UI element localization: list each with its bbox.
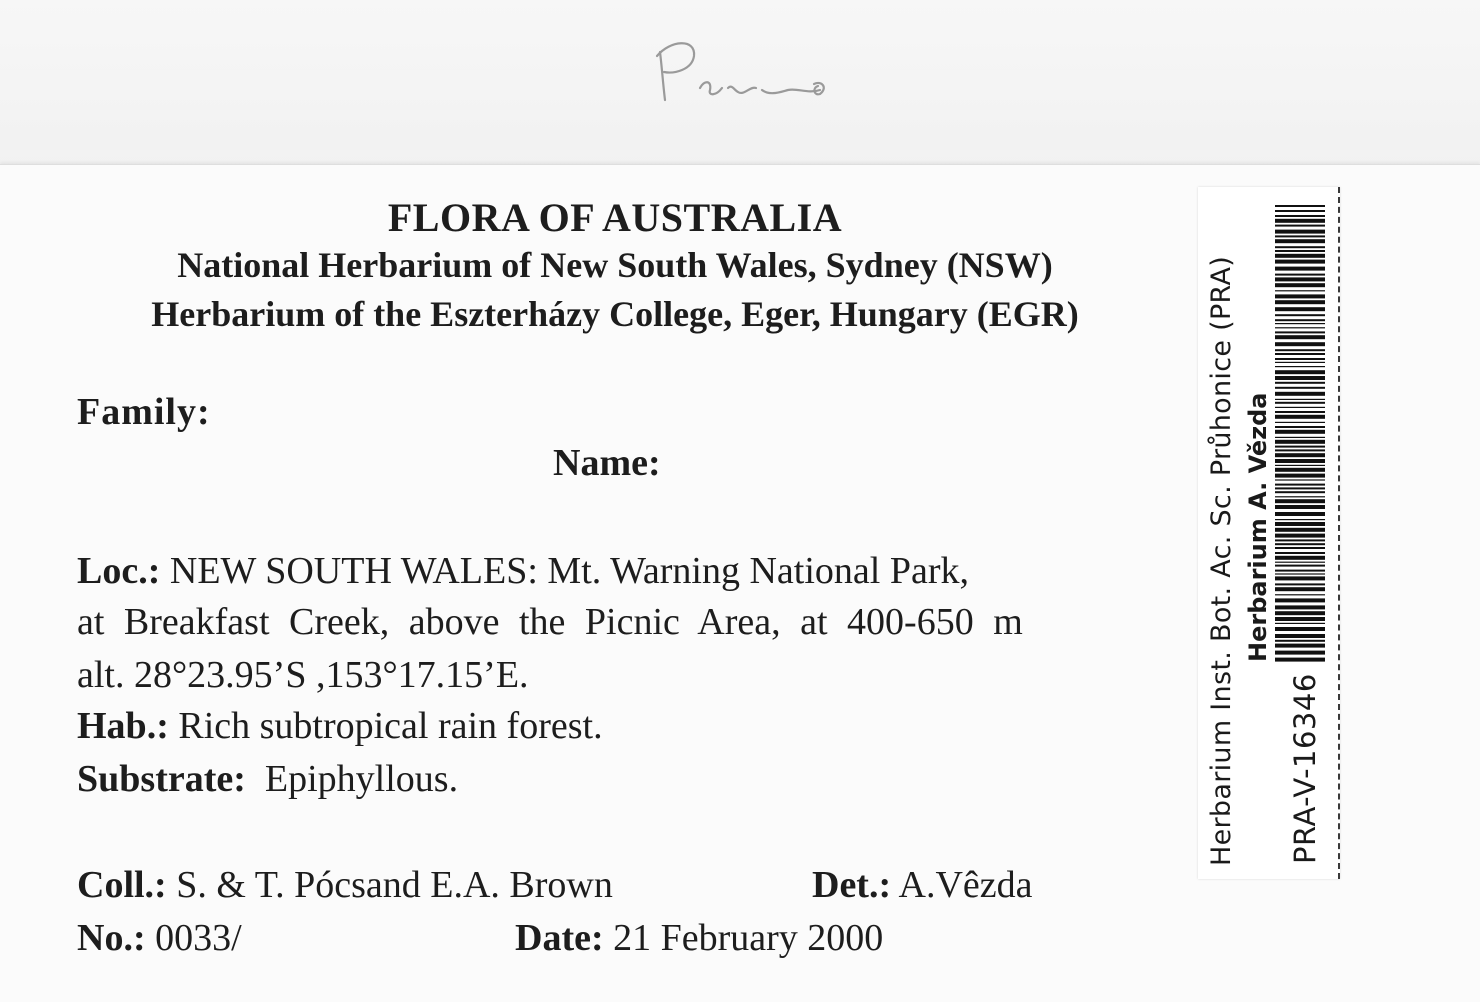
barcode-bar — [1275, 552, 1325, 554]
locality-line-1 — [77, 552, 969, 590]
barcode-bar — [1275, 225, 1325, 227]
number-value: 0033/ — [155, 917, 242, 959]
barcode-bar — [1275, 407, 1325, 408]
barcode-bar — [1275, 392, 1325, 396]
barcode-bar — [1275, 453, 1325, 457]
label-header-title: FLORA OF AUSTRALIA — [387, 195, 843, 240]
label-header-institution-1: National Herbarium of New South Wales, Sydney (NSW) — [177, 245, 1053, 285]
locality-text-1: NEW SOUTH WALES: Mt. Warning National Park, — [169, 550, 969, 592]
barcode-bar — [1275, 528, 1325, 532]
barcode-bar — [1275, 342, 1325, 346]
barcode-bar — [1275, 505, 1325, 509]
barcode-bar — [1275, 499, 1325, 503]
barcode-bar — [1275, 565, 1325, 567]
determiner-line — [812, 866, 1033, 904]
barcode-bar — [1275, 634, 1325, 638]
number-label: No.: — [77, 917, 146, 959]
barcode-bar — [1275, 366, 1325, 367]
barcode-bar — [1275, 611, 1325, 615]
barcode-bar — [1275, 300, 1325, 304]
barcode-bar — [1275, 440, 1325, 444]
habitat-label: Hab.: — [77, 705, 169, 747]
barcode-bar — [1275, 594, 1325, 595]
substrate-line — [77, 760, 458, 798]
barcode-bar — [1275, 658, 1325, 662]
determiner-label: Det.: — [812, 864, 892, 906]
barcode-bar — [1275, 210, 1325, 212]
barcode-bar — [1275, 487, 1325, 489]
barcode-bar — [1275, 215, 1325, 217]
barcode-bar — [1275, 426, 1325, 428]
barcode-bar — [1275, 573, 1325, 574]
collector-line — [77, 866, 613, 904]
barcode-bar — [1275, 239, 1325, 243]
habitat-value: Rich subtropical rain forest. — [178, 705, 603, 747]
barcode-bar — [1275, 358, 1325, 360]
barcode-bar — [1275, 484, 1325, 486]
barcode-bar — [1275, 446, 1325, 448]
barcode-bar — [1275, 290, 1325, 291]
barcode-bar — [1275, 411, 1325, 413]
barcode-bar — [1275, 323, 1325, 324]
barcode-bar — [1275, 640, 1325, 642]
barcode-bar — [1275, 583, 1325, 585]
barcode-bar — [1275, 479, 1325, 480]
barcode-bar — [1275, 562, 1325, 563]
barcode-bar — [1275, 230, 1325, 234]
barcode-bar — [1275, 605, 1325, 609]
barcode-bar — [1275, 587, 1325, 591]
barcode-bar — [1275, 422, 1325, 423]
barcode-bar — [1275, 260, 1325, 264]
barcode-bar — [1275, 246, 1325, 248]
barcode-bar — [1275, 319, 1325, 321]
habitat-line — [77, 707, 603, 745]
barcode-bar — [1275, 644, 1325, 648]
barcode-bar — [1275, 617, 1325, 621]
barcode-bar — [1275, 627, 1325, 631]
barcode-bar — [1275, 235, 1325, 237]
barcode-bar — [1275, 651, 1325, 655]
barcode-bar — [1275, 399, 1325, 400]
barcode-bar — [1275, 547, 1325, 549]
barcode-bar — [1275, 294, 1325, 298]
barcode-bar — [1275, 205, 1325, 207]
barcode-bar — [1275, 274, 1325, 276]
barcode-bar — [1275, 598, 1325, 602]
barcode-bar — [1275, 387, 1325, 389]
barcode-bar — [1275, 437, 1325, 438]
substrate-label: Substrate: — [77, 758, 246, 800]
barcode-bar — [1275, 267, 1325, 271]
barcode-bar — [1275, 623, 1325, 624]
sticker-specimen-id: PRA-V-16346 — [1288, 673, 1322, 864]
date-value: 21 February 2000 — [613, 917, 884, 959]
date-line — [515, 919, 883, 957]
barcode-bar — [1275, 519, 1325, 520]
barcode-bar — [1275, 522, 1325, 526]
barcode-bar — [1275, 314, 1325, 316]
locality-label: Loc.: — [77, 550, 161, 592]
barcode-bar — [1275, 459, 1325, 463]
barcode-bar — [1275, 307, 1325, 311]
collector-label: Coll.: — [77, 864, 167, 906]
number-line — [77, 919, 242, 957]
collector-value: S. & T. Pócsand E.A. Brown — [176, 864, 613, 906]
locality-line-2: at Breakfast Creek, above the Picnic Area, at 400-650 m — [77, 601, 1023, 643]
barcode-bar — [1275, 556, 1325, 560]
barcode-bar — [1275, 539, 1325, 541]
barcode-bar — [1275, 250, 1325, 252]
barcode-bar — [1275, 496, 1325, 497]
barcode-bar — [1275, 415, 1325, 419]
barcode-bar — [1275, 449, 1325, 451]
barcode-bar — [1275, 474, 1325, 478]
barcode-bar — [1275, 327, 1325, 328]
barcode-bar — [1275, 491, 1325, 493]
barcode-bar — [1275, 331, 1325, 333]
barcode-bar — [1275, 219, 1325, 223]
barcode-bar — [1275, 283, 1325, 287]
label-header-institution-2: Herbarium of the Eszterházy College, Eger, Hungary (EGR) — [151, 294, 1079, 334]
date-label: Date: — [515, 917, 604, 959]
barcode-bar — [1275, 402, 1325, 404]
family-label: Family: — [77, 391, 211, 433]
barcode-bar — [1275, 362, 1325, 363]
determiner-value: A.Vêzda — [898, 864, 1033, 906]
barcode-bar — [1275, 353, 1325, 355]
barcode-bar — [1275, 468, 1325, 472]
barcode — [1275, 205, 1325, 665]
locality-line-3: alt. 28°23.95’S ,153°17.15’E. — [77, 654, 529, 696]
barcode-bar — [1275, 382, 1325, 384]
sticker-collection: Herbarium A. Vězda — [1244, 392, 1272, 662]
barcode-bar — [1275, 534, 1325, 538]
barcode-bar — [1275, 576, 1325, 580]
sticker-institution: Herbarium Inst. Bot. Ac. Sc. Průhonice (PRA) — [1206, 255, 1237, 866]
handwritten-annotation — [648, 30, 838, 110]
barcode-bar — [1275, 465, 1325, 466]
barcode-bar — [1275, 512, 1325, 516]
barcode-bar — [1275, 277, 1325, 281]
barcode-bar — [1275, 370, 1325, 374]
barcode-bar — [1275, 335, 1325, 339]
name-label: Name: — [553, 442, 661, 484]
barcode-bar — [1275, 430, 1325, 434]
substrate-value: Epiphyllous. — [264, 758, 459, 800]
barcode-bar — [1275, 543, 1325, 545]
barcode-bar — [1275, 570, 1325, 572]
barcode-bar — [1275, 376, 1325, 380]
barcode-bar — [1275, 254, 1325, 258]
barcode-bar — [1275, 349, 1325, 351]
